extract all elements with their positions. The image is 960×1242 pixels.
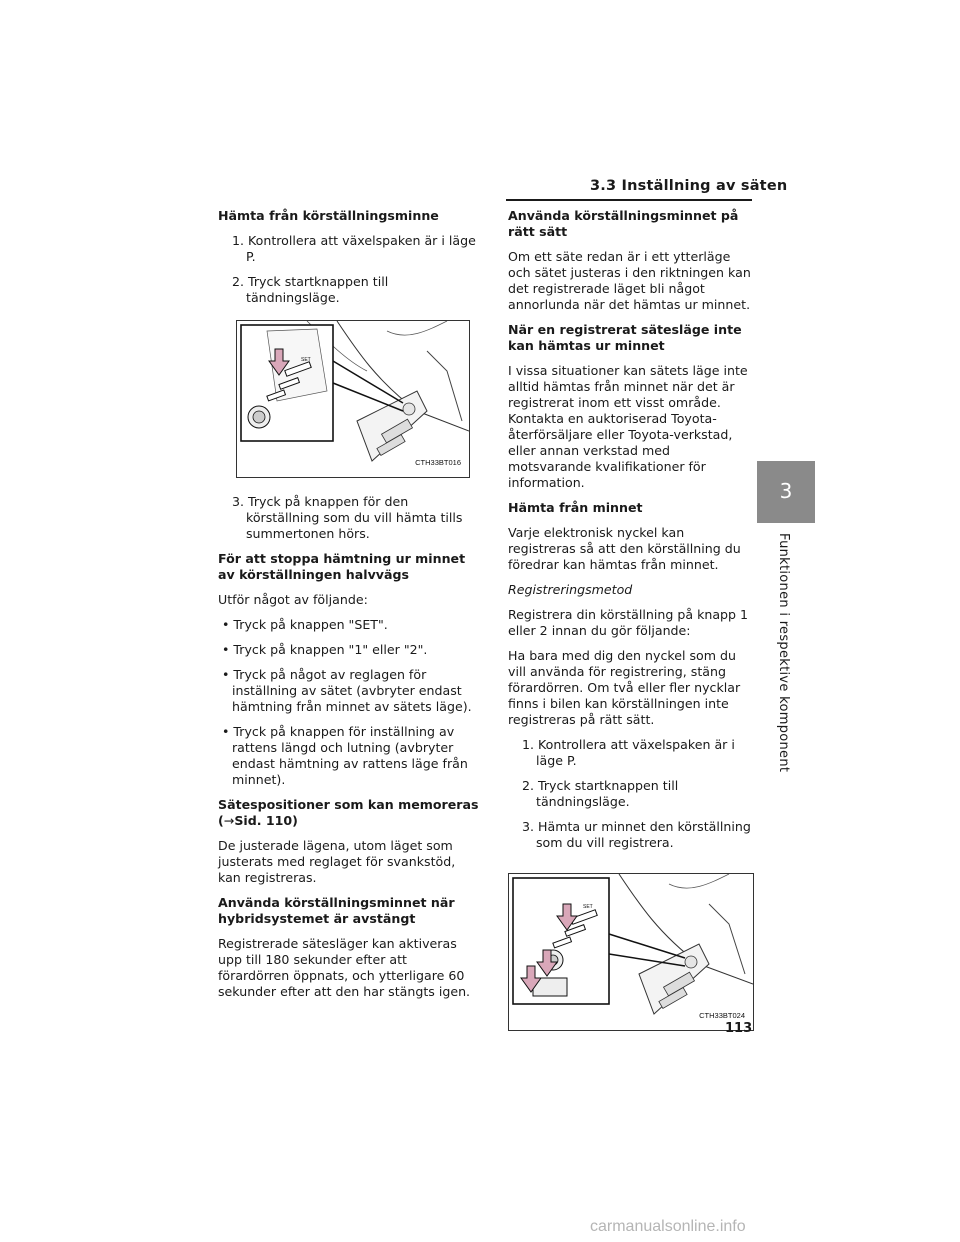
para-hybrid-off: Registrerade sätesläger kan aktiveras upp till 180 sekunder efter att förardörren öppnats, och ytterligare 60 sekunder efter att den har stängts igen. (218, 936, 471, 999)
heading-seat-positions-text: Sätespositioner som kan memoreras (218, 797, 479, 812)
right-column (508, 208, 754, 1047)
section-header: 3.3 Inställning av säten (590, 178, 788, 194)
left-column (218, 208, 480, 1009)
heading-proper-use: Använda körställningsminnet på rätt sätt (508, 208, 739, 239)
figure-register-buttons (508, 873, 754, 1031)
arrow-icon: → (223, 813, 235, 828)
para-electronic-key: Varje elektronisk nyckel kan registreras så att den körställning du föredrar kan hämtas från minnet. (508, 525, 741, 572)
page-ref-open: ( (218, 813, 224, 828)
heading-hybrid-off: Använda körställningsminnet när hybridsystemet är avstängt (218, 895, 455, 926)
seat-register-illustration (509, 874, 753, 1030)
bullet-seat-controls: • Tryck på något av reglagen för inställning av sätet (avbryter endast hämtning från minnet av sätets läge). (222, 667, 472, 714)
page-ref-link[interactable]: Sid. 110) (234, 813, 298, 828)
bullet-1-2: • Tryck på knappen "1" eller "2". (222, 642, 428, 657)
step-3: 3. Tryck på knappen för den körställning som du vill hämta tills summertonen hörs. (232, 494, 463, 541)
watermark-logo: carmanualsonline.info (590, 1218, 746, 1235)
para-register: Registrera din körställning på knapp 1 eller 2 innan du gör följande: (508, 607, 749, 638)
step-2: 2. Tryck startknappen till tändningsläge. (232, 274, 389, 305)
heading-cannot-retrieve: När en registrerat sätesläge inte kan hämtas ur minnet (508, 322, 742, 353)
para-proper-use: Om ett säte redan är i ett ytterläge och sätet justeras i den riktningen kan det registrerade läget bli något annorlunda när det hämtas ur minnet. (508, 249, 751, 312)
heading-seat-positions (218, 797, 480, 829)
chapter-label: Funktionen i respektive komponent (776, 533, 791, 773)
figure-code: CTH33BT016 (415, 458, 461, 467)
step-1: 1. Kontrollera att växelspaken är i läge P. (232, 233, 476, 264)
header-rule (506, 199, 752, 201)
step-3-right: 3. Hämta ur minnet den körställning som du vill registrera. (522, 819, 751, 850)
heading-retrieve-memory: Hämta från körställningsminne (218, 208, 439, 223)
seat-memory-illustration (237, 321, 469, 477)
heading-stop-retrieval: För att stoppa hämtning ur minnet av körställningen halvvägs (218, 551, 466, 582)
para-cannot-retrieve: I vissa situationer kan sätets läge inte alltid hämtas från minnet när det är registrerat inom ett visst område. Kontakta en auktoriserad Toyota-återförsäljare eller Toyota-verkstad, eller annan verkstad med motsvarande kvalifikationer för information. (508, 363, 748, 490)
step-1-right: 1. Kontrollera att växelspaken är i läge P. (522, 737, 735, 768)
svg-text:SET: SET (301, 357, 311, 363)
para-adjusted: De justerade lägena, utom läget som justerats med reglaget för svankstöd, kan registreras. (218, 838, 456, 885)
heading-retrieve-from-memory: Hämta från minnet (508, 500, 643, 515)
figure-code: CTH33BT024 (699, 1011, 745, 1020)
chapter-tab[interactable] (757, 461, 815, 523)
svg-text:SET: SET (583, 904, 593, 910)
chapter-number: 3 (779, 479, 793, 503)
para-do-one: Utför något av följande: (218, 592, 368, 607)
bullet-steering: • Tryck på knappen för inställning av rattens längd och lutning (avbryter endast hämtning av rattens läge från minnet). (222, 724, 468, 787)
figure-memory-buttons (236, 320, 470, 478)
bullet-set: • Tryck på knappen "SET". (222, 617, 388, 632)
subheading-registration: Registreringsmetod (508, 582, 633, 597)
step-2-right: 2. Tryck startknappen till tändningsläge. (522, 778, 679, 809)
para-key-only: Ha bara med dig den nyckel som du vill använda för registrering, stäng förardörren. Om två eller fler nycklar finns i bilen kan körställningen inte registreras på rätt sätt. (508, 648, 741, 727)
page-number: 113 (725, 1021, 753, 1036)
